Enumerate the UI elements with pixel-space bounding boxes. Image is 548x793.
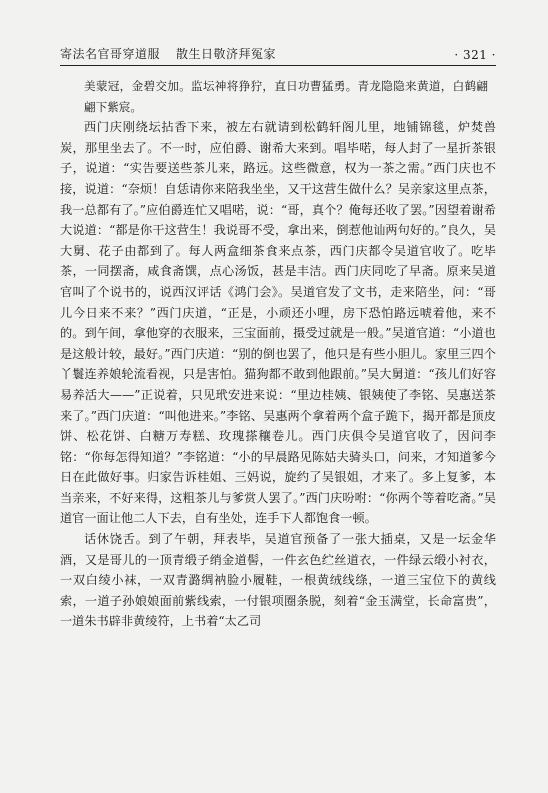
paragraph: 西门庆刚绕坛拈香下来，被左右就请到松鹤轩阁儿里，地铺锦毯，炉焚兽炭，那里坐去了。不一时，应伯爵、谢希大来到。唱毕喏，每人封了一星折茶银子，说道：“实告要送些茶儿来，路远。这些微意，权为一茶之需。”西门庆也不接，说道：“奈烦！自恁请你来陪我坐坐，又干这营生做什么？吴亲家这里点茶，我一总都有了。”应伯爵连忙又唱喏，说：“哥，真个？俺每还收了罢。”因望着谢希大说道：“都是你干这营生！我说哥不受，拿出来，倒惹他讪两句好的。”良久，吴大舅、花子由都到了。每人两盒细茶食来点茶，西门庆都令吴道官收了。吃毕茶，一同摆斋，咸食斋馔，点心汤饭，甚是丰洁。西门庆同吃了早斋。原来吴道官叫了个说书的，说西汉评话《鸿门会》。吴道官发了文书，走来陪坐，问：“哥儿今日来不来？”西门庆道，“正是，小顽还小哩，房下恐怕路远唬着他，来不的。到午间，拿他穿的衣服来，三宝面前，摄受过就是一般。”吴道官道：“小道也是这般计较，最好。”西门庆道：“别的倒也罢了，他只是有些小胆儿。家里三四个丫鬟连养娘轮流看视，只是害怕。猫狗都不敢到他跟前。”吴大舅道：“孩儿们好容易养活大——”正说着，只见玳安进来说：“里边桂姨、银姨使了李铭、吴惠送茶来了。”西门庆道：“叫他进来。”李铭、吴惠两个拿着两个盒子跪下，揭开都是顶皮饼、松花饼、白糖万寿糕、玫瑰搽穰卷儿。西门庆俱令吴道官收了，因问李铭：“你每怎得知道？”李铭道：“小的早晨路见陈姑夫骑头口，问来，才知道爹今日在此做好事。归家告诉桂姐、三妈说，旋约了吴银姐，才来了。多上复爹，本当亲来，不好来得，这粗茶儿与爹赏人罢了。”西门庆吩咐：“你两个等着吃斋。”吴道官一面让他二人下去，自有坐处，连手下人都饱食一顿。 [60,120,496,526]
page-number: · 321 · [454,48,496,62]
header-titles [60,45,276,62]
body-text [60,76,496,632]
book-title: 寄法名官哥穿道服 [60,47,161,61]
chapter-title: 散生日敬济拜冤家 [176,47,277,61]
paragraph: 话休饶舌。到了午朝，拜表毕，吴道官预备了一张大插桌，又是一坛金华酒，又是哥儿的一顶青缎子绡金道髻，一件玄色纻丝道衣，一件绿云缎小衬衣，一双白绫小袜，一双青潞绸衲脸小履鞋，一根黄绒线绦，一道三宝位下的黄线索，一道子孙娘娘面前紫线索，一付银项圈条脱，刻着“金玉满堂，长命富贵”，一道朱书辟非黄绫符，上书着“太乙司 [60,532,496,629]
running-header [60,40,496,62]
header-rule [60,65,496,66]
poem-verse: 美蒙冠，金碧交加。监坛神将狰狞，直日功曹猛勇。青龙隐隐来黄道，白鹤翩翩下紫宸。 [84,79,488,114]
